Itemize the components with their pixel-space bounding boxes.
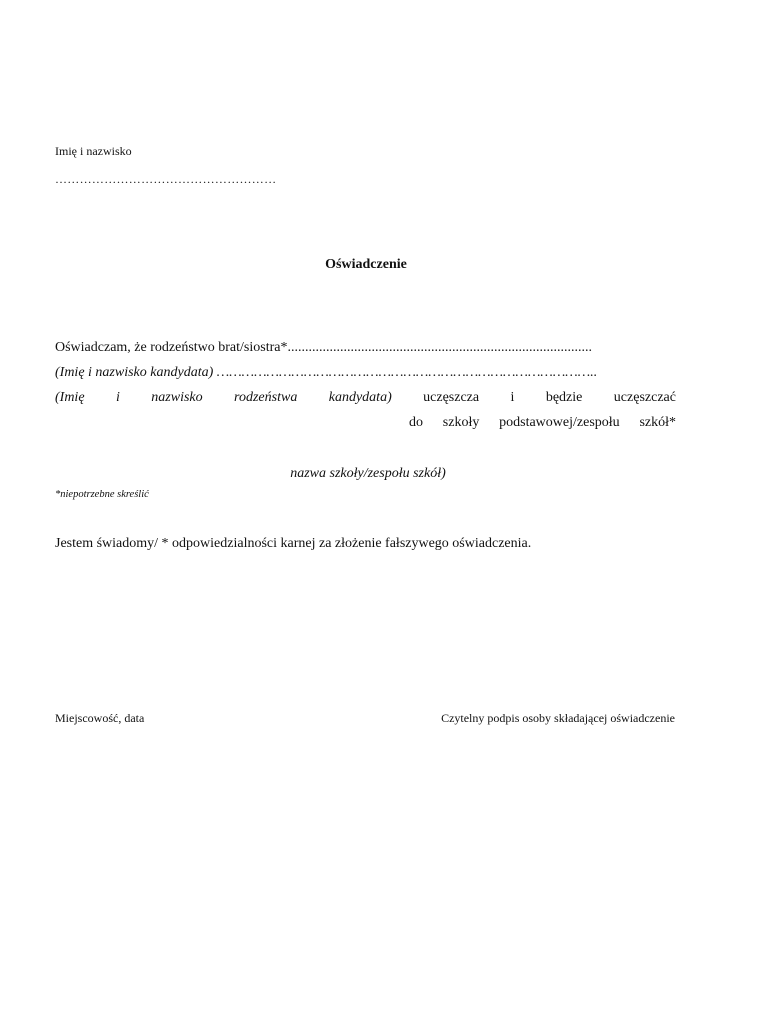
statement-word: kandydata) [328, 390, 392, 405]
statement-sibling-line: Oświadczam, że rodzeństwo brat/siostra*....................................................................................... [55, 340, 592, 355]
statement-word: będzie [545, 390, 583, 405]
statement-word: uczęszcza [423, 390, 480, 405]
awareness-statement: Jestem świadomy/ * odpowiedzialności karnej za złożenie fałszywego oświadczenia. [55, 536, 532, 551]
school-name-caption: nazwa szkoły/zespołu szkół) [290, 466, 446, 481]
place-date-label: Miejscowość, data [55, 711, 145, 725]
statement-word: do [409, 415, 423, 430]
statement-word: nazwisko [151, 390, 203, 405]
signature-label: Czytelny podpis osoby składającej oświadczenie [441, 711, 675, 725]
statement-word: i [510, 390, 515, 405]
name-label: Imię i nazwisko [55, 144, 132, 158]
name-fill-line: ……………………………………………… [55, 172, 277, 186]
statement-word: uczęszczać [613, 390, 676, 405]
document-title: Oświadczenie [325, 257, 407, 272]
statement-word: szkół* [639, 415, 676, 430]
statement-word: i [115, 390, 120, 405]
statement-candidate-line: (Imię i nazwisko kandydata) ……………………………………………………………………………….. [55, 365, 598, 380]
statement-justified-line [55, 391, 676, 405]
statement-word: podstawowej/zespołu [499, 415, 620, 430]
footnote: *niepotrzebne skreślić [55, 489, 149, 500]
statement-word: rodzeństwa [234, 390, 298, 405]
statement-word: (Imię [55, 390, 85, 405]
statement-word: szkoły [442, 415, 480, 430]
statement-school-line [409, 416, 676, 430]
